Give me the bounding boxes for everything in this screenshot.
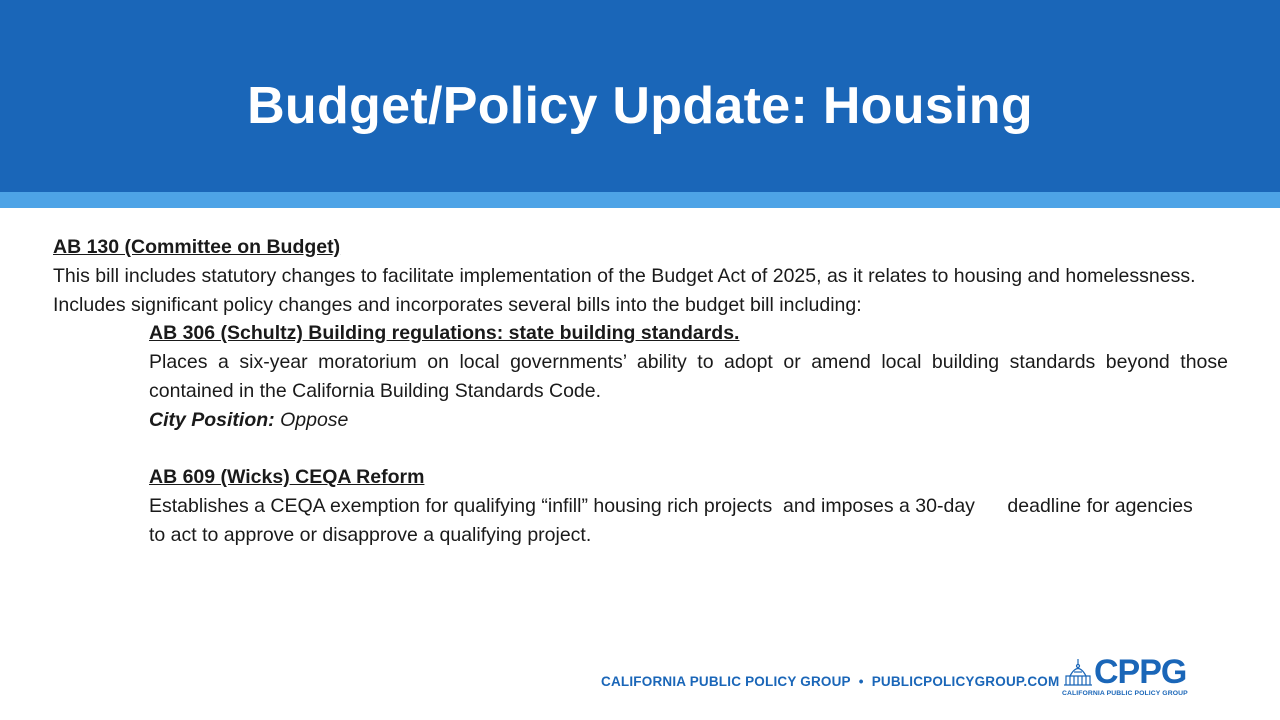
sub-bill-heading: AB 306 (Schultz) Building regulations: state building standards. [149, 322, 740, 345]
main-bill-description: This bill includes statutory changes to facilitate implementation of the Budget Act of 2025, as it relates to housing and homelessness. Includes significant policy changes and incorporates several bills into the budget bill including: [53, 264, 1196, 316]
sub-bill-description: Establishes a CEQA exemption for qualifying “infill” housing rich projects and imposes a 30-day deadline for agencies to act to approve or disapprove a qualifying project. [149, 495, 1199, 546]
sub-bill-ab306 [149, 319, 1228, 463]
city-position-label: City Position: [149, 408, 275, 431]
capitol-dome-icon [1060, 655, 1096, 691]
main-bill-heading: AB 130 (Committee on Budget) [53, 236, 341, 258]
logo-subtext: CALIFORNIA PUBLIC POLICY GROUP [1062, 690, 1188, 697]
logo-wordmark: CPPG [1094, 653, 1187, 691]
sub-bill-ab609 [149, 463, 1228, 549]
slide-title: Budget/Policy Update: Housing [247, 77, 1033, 135]
sub-bill-heading: AB 609 (Wicks) CEQA Reform [149, 466, 425, 489]
sub-bill-description: Places a six-year moratorium on local governments’ ability to adopt or amend local building standards beyond those contained in the California Building Standards Code. [149, 351, 1228, 402]
banner-stripe [0, 192, 1280, 208]
footer-text [601, 674, 1059, 689]
city-position [149, 406, 1228, 435]
city-position-value: Oppose [280, 408, 349, 431]
slide-body [53, 233, 1228, 550]
footer-org-name: CALIFORNIA PUBLIC POLICY GROUP [601, 674, 851, 689]
footer-website: PUBLICPOLICYGROUP.COM [871, 674, 1060, 689]
cppg-logo [1060, 653, 1202, 701]
footer-separator: • [858, 674, 864, 689]
section-spacer [149, 435, 1228, 464]
